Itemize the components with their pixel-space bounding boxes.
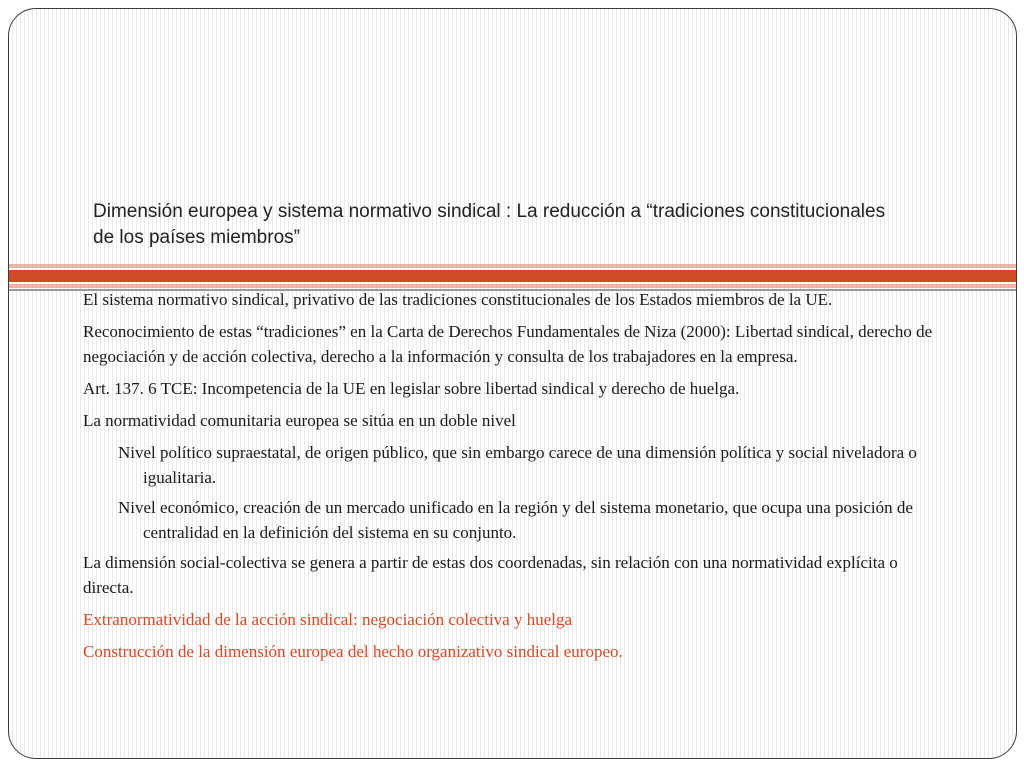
body-paragraph: Art. 137. 6 TCE: Incompetencia de la UE en legislar sobre libertad sindical y derecho de huelga. [83, 379, 740, 398]
body-paragraph: El sistema normativo sindical, privativo de las tradiciones constitucionales de los Estados miembros de la UE. [83, 290, 833, 309]
accent-paragraph: Construcción de la dimensión europea del hecho organizativo sindical europeo. [83, 642, 623, 661]
sub-paragraph: Nivel económico, creación de un mercado unificado en la región y del sistema monetario, que ocupa una posición de centralidad en la definición del sistema en su conjunto. [118, 498, 913, 542]
accent-paragraph: Extranormatividad de la acción sindical: negociación colectiva y huelga [83, 610, 573, 629]
slide-body [83, 287, 943, 671]
title-divider-accent [9, 270, 1016, 282]
body-paragraph: La normatividad comunitaria europea se sitúa en un doble nivel [83, 411, 516, 430]
slide [8, 8, 1017, 759]
title-divider-light-top [9, 264, 1016, 268]
slide-title: Dimensión europea y sistema normativo sindical : La reducción a “tradiciones constitucionales de los países miembros” [93, 201, 886, 248]
sub-paragraph: Nivel político supraestatal, de origen público, que sin embargo carece de una dimensión política y social niveladora o igualitaria. [118, 443, 917, 487]
body-paragraph: La dimensión social-colectiva se genera a partir de estas dos coordenadas, sin relación con una normatividad explícita o directa. [83, 553, 898, 597]
body-paragraph: Reconocimiento de estas “tradiciones” en la Carta de Derechos Fundamentales de Niza (2000): Libertad sindical, derecho de negociación y de acción colectiva, derecho a la información y consulta de los trabajadores en la empresa. [83, 322, 933, 366]
